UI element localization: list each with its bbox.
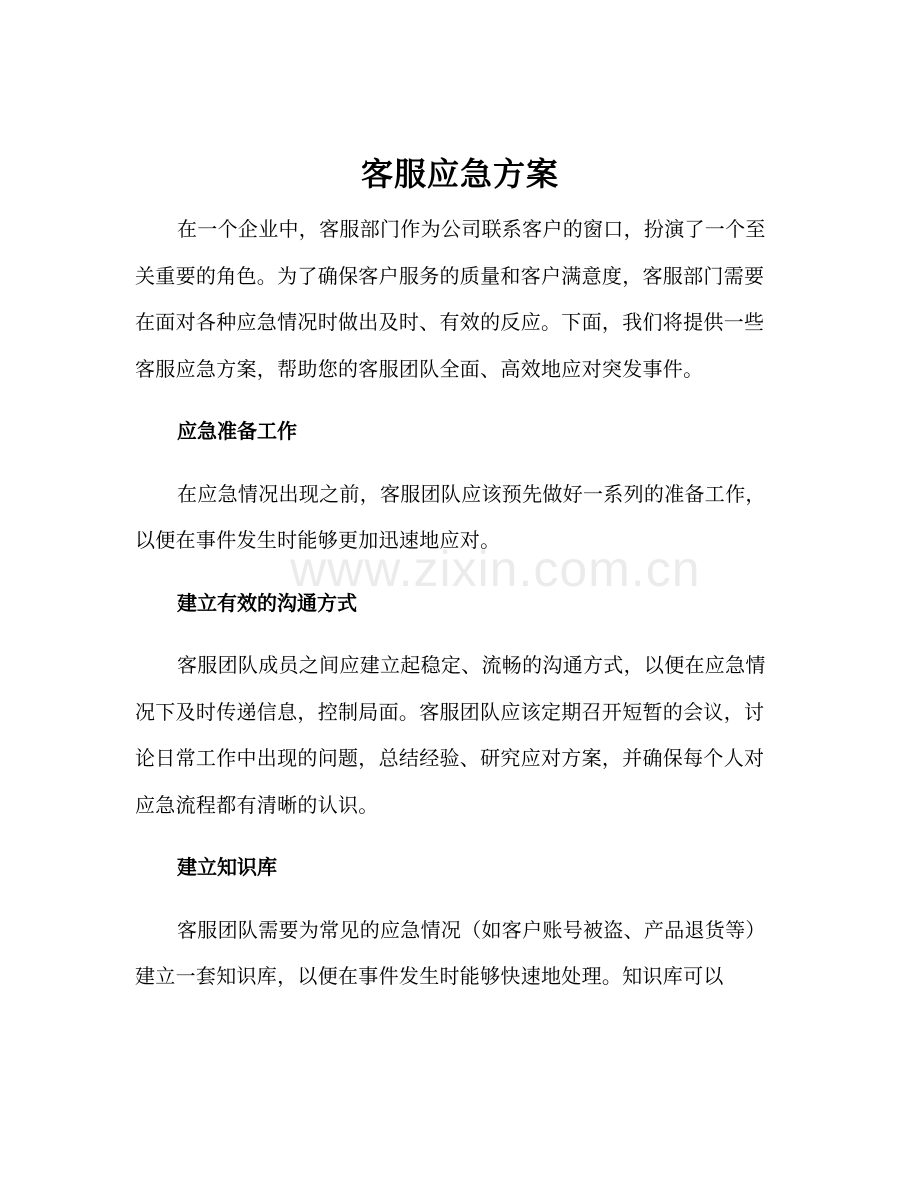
section-paragraph: 在应急情况出现之前，客服团队应该预先做好一系列的准备工作，以便在事件发生时能够更加迅速地应对。: [135, 481, 766, 552]
spacer: [135, 828, 775, 844]
section-paragraph: 客服团队需要为常见的应急情况（如客户账号被盗、产品退货等）建立一套知识库，以便在事件发生时能够快速地处理。知识库可以: [135, 917, 766, 988]
spacer: [135, 392, 775, 408]
spacer: [135, 455, 775, 471]
intro-paragraph: 在一个企业中，客服部门作为公司联系客户的窗口，扮演了一个至关重要的角色。为了确保客户服务的质量和客户满意度，客服部门需要在面对各种应急情况时做出及时、有效的反应。下面，我们将提供一些客服应急方案，帮助您的客服团队全面、高效地应对突发事件。: [135, 217, 766, 381]
section-heading: 建立知识库: [177, 855, 277, 879]
document-title: 客服应急方案: [360, 155, 559, 193]
spacer: [135, 626, 775, 642]
section-heading: 应急准备工作: [177, 419, 297, 443]
watermark: www.zixin.com.cn: [290, 541, 701, 597]
spacer: [135, 891, 775, 907]
section-heading: 建立有效的沟通方式: [177, 590, 357, 615]
section-paragraph: 客服团队成员之间应建立起稳定、流畅的沟通方式，以便在应急情况下及时传递信息，控制局面。客服团队应该定期召开短暂的会议，讨论日常工作中出现的问题，总结经验、研究应对方案，并确保每个人对应急流程都有清晰的认识。: [135, 653, 766, 817]
document-content: [135, 206, 775, 1000]
